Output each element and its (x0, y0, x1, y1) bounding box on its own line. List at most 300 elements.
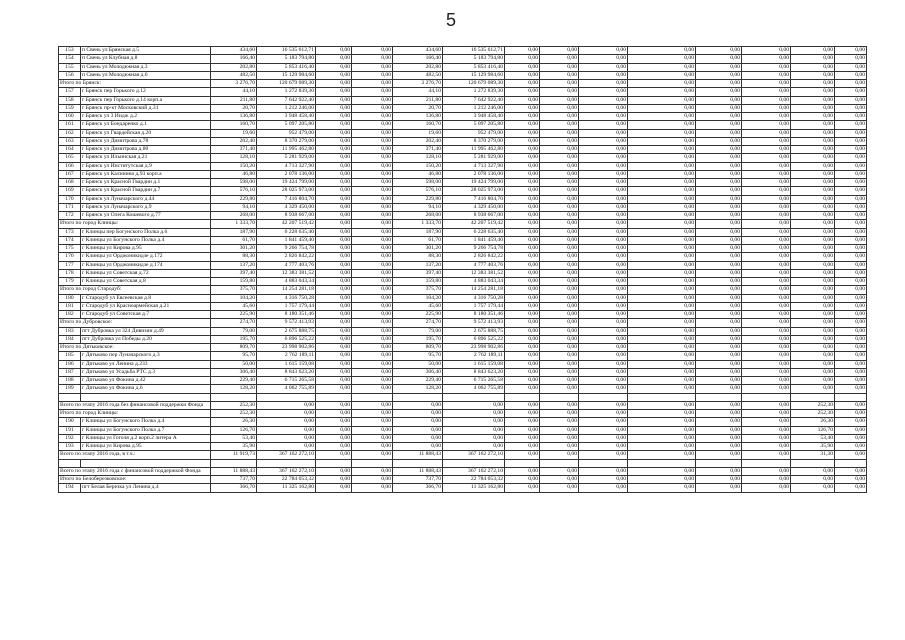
value-cell: 19 424 799,00 (443, 179, 505, 187)
blank-cell (742, 459, 791, 467)
total-label: Итого по город Клинцы: (59, 410, 211, 418)
value-cell: 0,00 (742, 113, 791, 121)
value-cell: 0,00 (505, 71, 540, 79)
value-cell: 0,00 (696, 63, 742, 71)
value-cell: 0,00 (316, 302, 352, 310)
value-cell: 0,00 (791, 311, 835, 319)
value-cell: 4 062 755,89 (257, 385, 316, 393)
value-cell: 0,00 (791, 121, 835, 129)
value-cell: 2 826 842,22 (257, 253, 316, 261)
total-label: Итого по Дубровское: (59, 319, 211, 327)
value-cell: 0,00 (835, 278, 867, 286)
value-cell: 0,00 (628, 484, 696, 492)
total-label: Всего по этапу 2016 года с финансовой поддержкой Фонда (59, 467, 211, 475)
row-number: 185 (59, 352, 81, 360)
value-cell: 0,00 (352, 368, 393, 376)
value-cell: 0,00 (835, 170, 867, 178)
value-cell: 0,00 (791, 360, 835, 368)
value-cell: 0,00 (393, 401, 443, 409)
value-cell: 8 843 623,20 (443, 368, 505, 376)
blank-cell (443, 393, 505, 401)
value-cell: 0,00 (835, 467, 867, 475)
value-cell: 1 212 246,00 (257, 104, 316, 112)
row-number: 158 (59, 96, 81, 104)
address-cell: г Клинцы ул Богунского Полка д.4 (81, 418, 211, 426)
row-number: 186 (59, 360, 81, 368)
value-cell: 0,00 (505, 80, 540, 88)
value-cell: 0,00 (628, 63, 696, 71)
value-cell: 0,00 (628, 269, 696, 277)
value-cell: 0,00 (540, 113, 579, 121)
value-cell: 0,00 (835, 113, 867, 121)
value-cell: 0,00 (540, 319, 579, 327)
value-cell: 252,30 (211, 410, 257, 418)
value-cell: 0,00 (316, 212, 352, 220)
value-cell: 0,00 (579, 476, 628, 484)
value-cell: 0,00 (628, 104, 696, 112)
value-cell: 0,00 (352, 484, 393, 492)
address-cell: г Клинцы ул Орджоникидзе д.174 (81, 261, 211, 269)
value-cell: 0,00 (393, 434, 443, 442)
row-number: 194 (59, 484, 81, 492)
value-cell: 367 162 272,10 (257, 451, 316, 459)
value-cell: 0,00 (628, 88, 696, 96)
table-row (59, 245, 867, 253)
value-cell: 0,00 (540, 434, 579, 442)
value-cell: 0,00 (791, 55, 835, 63)
row-number: 188 (59, 377, 81, 385)
value-cell: 7 642 922,40 (443, 96, 505, 104)
value-cell: 0,00 (316, 170, 352, 178)
value-cell: 0,00 (579, 311, 628, 319)
value-cell: 8 180 351,46 (257, 311, 316, 319)
address-cell: пгт Белая Березка ул Ленина д.4 (81, 484, 211, 492)
value-cell: 0,00 (316, 344, 352, 352)
value-cell: 11 888,43 (211, 467, 257, 475)
value-cell: 0,00 (742, 443, 791, 451)
value-cell: 0,00 (316, 360, 352, 368)
value-cell: 4 329 450,00 (257, 203, 316, 211)
value-cell: 0,00 (628, 220, 696, 228)
table-row (59, 327, 867, 335)
value-cell: 0,00 (540, 179, 579, 187)
value-cell: 0,00 (742, 253, 791, 261)
table-total-row (59, 476, 867, 484)
value-cell: 0,00 (742, 467, 791, 475)
value-cell: 5 097 205,80 (443, 121, 505, 129)
blank-cell (540, 459, 579, 467)
value-cell: 952 479,00 (257, 129, 316, 137)
value-cell: 0,00 (540, 195, 579, 203)
blank-cell (393, 393, 443, 401)
value-cell: 0,00 (791, 71, 835, 79)
value-cell: 225,90 (211, 311, 257, 319)
value-cell: 0,00 (352, 377, 393, 385)
value-cell: 0,00 (696, 319, 742, 327)
value-cell: 0,00 (742, 187, 791, 195)
value-cell: 0,00 (443, 410, 505, 418)
value-cell: 0,00 (316, 434, 352, 442)
value-cell: 0,00 (579, 220, 628, 228)
value-cell: 2 078 136,00 (257, 170, 316, 178)
value-cell: 136,80 (211, 113, 257, 121)
value-cell: 0,00 (352, 113, 393, 121)
value-cell: 0,00 (540, 187, 579, 195)
value-cell: 0,00 (835, 294, 867, 302)
address-cell: г Дятьково ул Фокина д.42 (81, 377, 211, 385)
row-number: 181 (59, 302, 81, 310)
value-cell: 159,80 (211, 278, 257, 286)
value-cell: 0,00 (628, 418, 696, 426)
value-cell: 0,00 (791, 335, 835, 343)
value-cell: 0,00 (791, 377, 835, 385)
value-cell: 0,00 (696, 203, 742, 211)
value-cell: 0,00 (696, 352, 742, 360)
value-cell: 0,00 (579, 434, 628, 442)
value-cell: 0,00 (316, 121, 352, 129)
value-cell: 0,00 (505, 352, 540, 360)
value-cell: 0,00 (316, 327, 352, 335)
value-cell: 0,00 (696, 443, 742, 451)
value-cell: 3 276,70 (211, 80, 257, 88)
value-cell: 482,50 (211, 71, 257, 79)
value-cell: 0,00 (352, 245, 393, 253)
value-cell: 0,00 (628, 80, 696, 88)
value-cell: 0,00 (316, 253, 352, 261)
row-number: 175 (59, 245, 81, 253)
value-cell: 0,00 (628, 426, 696, 434)
value-cell: 0,00 (352, 236, 393, 244)
value-cell: 0,00 (352, 311, 393, 319)
value-cell: 0,00 (742, 484, 791, 492)
value-cell: 202,80 (393, 63, 443, 71)
value-cell: 53,40 (211, 434, 257, 442)
address-cell: г Брянск пер Горького д.14 корп.а (81, 96, 211, 104)
value-cell: 0,00 (316, 418, 352, 426)
value-cell: 0,00 (791, 385, 835, 393)
table-row (59, 55, 867, 63)
value-cell: 0,00 (696, 426, 742, 434)
value-cell: 0,00 (257, 434, 316, 442)
value-cell: 229,80 (211, 195, 257, 203)
value-cell: 0,00 (316, 154, 352, 162)
value-cell: 0,00 (579, 137, 628, 145)
value-cell: 375,70 (211, 286, 257, 294)
value-cell: 0,00 (316, 311, 352, 319)
value-cell: 0,00 (835, 212, 867, 220)
value-cell: 0,00 (352, 137, 393, 145)
value-cell: 0,00 (628, 113, 696, 121)
value-cell: 0,00 (316, 401, 352, 409)
value-cell: 0,00 (628, 170, 696, 178)
value-cell: 0,00 (352, 352, 393, 360)
value-cell: 0,00 (443, 443, 505, 451)
address-cell: г Брянск ул Красной Гвардии д.1 (81, 179, 211, 187)
value-cell: 0,00 (540, 63, 579, 71)
value-cell: 0,00 (696, 484, 742, 492)
value-cell: 0,00 (540, 146, 579, 154)
value-cell: 0,00 (540, 71, 579, 79)
value-cell: 0,00 (835, 484, 867, 492)
value-cell: 0,00 (835, 245, 867, 253)
value-cell: 0,00 (835, 311, 867, 319)
value-cell: 0,00 (791, 104, 835, 112)
row-number: 170 (59, 195, 81, 203)
value-cell: 202,80 (211, 63, 257, 71)
value-cell: 1 333,70 (393, 220, 443, 228)
row-number: 157 (59, 88, 81, 96)
total-label: Итого по город Стародуб: (59, 286, 211, 294)
table-row (59, 294, 867, 302)
value-cell: 0,00 (316, 228, 352, 236)
value-cell: 0,00 (579, 146, 628, 154)
row-number: 160 (59, 113, 81, 121)
value-cell: 0,00 (352, 344, 393, 352)
value-cell: 0,00 (742, 451, 791, 459)
value-cell: 4 713 327,90 (257, 162, 316, 170)
value-cell: 0,00 (835, 55, 867, 63)
value-cell: 0,00 (352, 286, 393, 294)
value-cell: 1 272 839,30 (443, 88, 505, 96)
row-number: 165 (59, 154, 81, 162)
value-cell: 434,60 (211, 47, 257, 55)
value-cell: 0,00 (835, 434, 867, 442)
value-cell: 120 679 089,30 (257, 80, 316, 88)
value-cell: 0,00 (257, 401, 316, 409)
value-cell: 0,00 (696, 418, 742, 426)
value-cell: 0,00 (505, 418, 540, 426)
value-cell: 0,00 (696, 302, 742, 310)
value-cell: 0,00 (316, 63, 352, 71)
value-cell: 0,00 (540, 253, 579, 261)
value-cell: 0,00 (791, 47, 835, 55)
value-cell: 0,00 (696, 170, 742, 178)
value-cell: 737,70 (211, 476, 257, 484)
value-cell: 0,00 (696, 55, 742, 63)
value-cell: 0,00 (352, 88, 393, 96)
value-cell: 94,10 (393, 203, 443, 211)
total-label: Итого по Белоберезковское: (59, 476, 211, 484)
value-cell: 371,40 (211, 146, 257, 154)
value-cell: 0,00 (628, 476, 696, 484)
value-cell: 0,00 (540, 360, 579, 368)
value-cell: 0,00 (316, 484, 352, 492)
value-cell: 434,60 (393, 47, 443, 55)
value-cell: 0,00 (579, 426, 628, 434)
value-cell: 0,00 (696, 121, 742, 129)
value-cell: 0,00 (579, 327, 628, 335)
value-cell: 0,00 (540, 443, 579, 451)
table-row (59, 434, 867, 442)
value-cell: 0,00 (742, 410, 791, 418)
value-cell: 0,00 (742, 352, 791, 360)
value-cell: 0,00 (316, 426, 352, 434)
value-cell: 229,40 (211, 377, 257, 385)
value-cell: 0,00 (628, 335, 696, 343)
value-cell: 0,00 (628, 261, 696, 269)
value-cell: 0,00 (316, 451, 352, 459)
value-cell: 0,00 (540, 261, 579, 269)
value-cell: 0,00 (316, 203, 352, 211)
blank-cell (579, 393, 628, 401)
value-cell: 0,00 (257, 418, 316, 426)
value-cell: 0,00 (579, 368, 628, 376)
value-cell: 0,00 (579, 195, 628, 203)
value-cell: 6 228 635,40 (257, 228, 316, 236)
value-cell: 0,00 (579, 278, 628, 286)
value-cell: 0,00 (352, 146, 393, 154)
value-cell: 0,00 (742, 121, 791, 129)
value-cell: 0,00 (742, 269, 791, 277)
table-row (59, 162, 867, 170)
table-row (59, 137, 867, 145)
value-cell: 0,00 (579, 484, 628, 492)
value-cell: 0,00 (628, 195, 696, 203)
value-cell: 0,00 (352, 319, 393, 327)
value-cell: 0,00 (696, 146, 742, 154)
value-cell: 2 078 136,00 (443, 170, 505, 178)
value-cell: 0,00 (579, 170, 628, 178)
value-cell: 0,00 (540, 121, 579, 129)
value-cell: 15 129 984,60 (443, 71, 505, 79)
value-cell: 0,00 (316, 220, 352, 228)
value-cell: 28 025 973,00 (257, 187, 316, 195)
table-row (59, 426, 867, 434)
value-cell: 0,00 (505, 327, 540, 335)
value-cell: 0,00 (791, 96, 835, 104)
value-cell: 0,00 (742, 344, 791, 352)
value-cell: 42 207 519,42 (257, 220, 316, 228)
value-cell: 0,00 (540, 484, 579, 492)
row-number: 180 (59, 294, 81, 302)
value-cell: 252,30 (211, 401, 257, 409)
value-cell: 0,00 (696, 162, 742, 170)
value-cell: 0,00 (316, 129, 352, 137)
value-cell: 6 715 265,58 (257, 377, 316, 385)
value-cell: 0,00 (505, 476, 540, 484)
table-total-row (59, 410, 867, 418)
value-cell: 45,60 (211, 302, 257, 310)
value-cell: 0,00 (791, 88, 835, 96)
value-cell: 0,00 (742, 245, 791, 253)
value-cell: 0,00 (505, 426, 540, 434)
value-cell: 0,00 (791, 179, 835, 187)
value-cell: 128,10 (393, 154, 443, 162)
value-cell: 0,00 (835, 368, 867, 376)
value-cell: 11 888,43 (393, 467, 443, 475)
value-cell: 0,00 (579, 319, 628, 327)
value-cell: 0,00 (628, 443, 696, 451)
row-number: 154 (59, 55, 81, 63)
value-cell: 274,70 (393, 319, 443, 327)
value-cell: 268,00 (211, 212, 257, 220)
value-cell: 0,00 (352, 302, 393, 310)
value-cell: 0,00 (505, 195, 540, 203)
value-cell: 0,00 (540, 467, 579, 475)
value-cell: 0,00 (443, 418, 505, 426)
value-cell: 0,00 (742, 220, 791, 228)
value-cell: 0,00 (628, 228, 696, 236)
value-cell: 0,00 (791, 327, 835, 335)
value-cell: 0,00 (505, 170, 540, 178)
value-cell: 0,00 (579, 228, 628, 236)
address-cell: п Свень ул Молодежная д.6 (81, 71, 211, 79)
value-cell: 0,00 (696, 261, 742, 269)
value-cell: 0,00 (696, 113, 742, 121)
blank-cell (505, 459, 540, 467)
value-cell: 0,00 (505, 443, 540, 451)
value-cell: 0,00 (540, 104, 579, 112)
value-cell: 0,00 (835, 154, 867, 162)
value-cell: 0,00 (835, 451, 867, 459)
value-cell: 0,00 (540, 352, 579, 360)
value-cell: 0,00 (628, 47, 696, 55)
value-cell: 0,00 (696, 236, 742, 244)
blank-cell (835, 393, 867, 401)
value-cell: 0,00 (742, 71, 791, 79)
value-cell: 0,00 (316, 467, 352, 475)
value-cell: 6 228 635,40 (443, 228, 505, 236)
value-cell: 0,00 (540, 327, 579, 335)
value-cell: 0,00 (393, 418, 443, 426)
value-cell: 0,00 (835, 443, 867, 451)
value-cell: 0,00 (579, 410, 628, 418)
value-cell: 4 062 755,89 (443, 385, 505, 393)
value-cell: 0,00 (505, 410, 540, 418)
value-cell: 0,00 (316, 269, 352, 277)
value-cell: 0,00 (579, 385, 628, 393)
value-cell: 0,00 (696, 368, 742, 376)
value-cell: 0,00 (628, 154, 696, 162)
value-cell: 0,00 (579, 212, 628, 220)
value-cell: 0,00 (835, 426, 867, 434)
value-cell: 0,00 (742, 377, 791, 385)
address-cell: г Клинцы ул Орджоникидзе д.172 (81, 253, 211, 261)
value-cell: 0,00 (835, 352, 867, 360)
value-cell: 50,00 (211, 360, 257, 368)
value-cell: 8 938 667,00 (443, 212, 505, 220)
value-cell: 0,00 (505, 162, 540, 170)
value-cell: 0,00 (835, 385, 867, 393)
value-cell: 0,00 (505, 278, 540, 286)
row-number: 176 (59, 253, 81, 261)
row-number: 189 (59, 385, 81, 393)
table-row (59, 170, 867, 178)
value-cell: 7 416 804,70 (443, 195, 505, 203)
table-row (59, 269, 867, 277)
value-cell: 0,00 (742, 434, 791, 442)
value-cell: 0,00 (505, 220, 540, 228)
row-number: 168 (59, 179, 81, 187)
value-cell: 0,00 (696, 179, 742, 187)
row-number: 153 (59, 47, 81, 55)
value-cell: 8 938 667,00 (257, 212, 316, 220)
value-cell: 0,00 (742, 80, 791, 88)
value-cell: 0,00 (791, 195, 835, 203)
value-cell: 0,00 (352, 467, 393, 475)
value-cell: 0,00 (352, 426, 393, 434)
value-cell: 0,00 (791, 170, 835, 178)
value-cell: 0,00 (316, 410, 352, 418)
value-cell: 0,00 (835, 360, 867, 368)
value-cell: 375,70 (393, 286, 443, 294)
value-cell: 0,00 (835, 236, 867, 244)
value-cell: 0,00 (791, 228, 835, 236)
value-cell: 576,10 (211, 187, 257, 195)
blank-cell (791, 393, 835, 401)
value-cell: 0,00 (505, 245, 540, 253)
value-cell: 0,00 (791, 484, 835, 492)
